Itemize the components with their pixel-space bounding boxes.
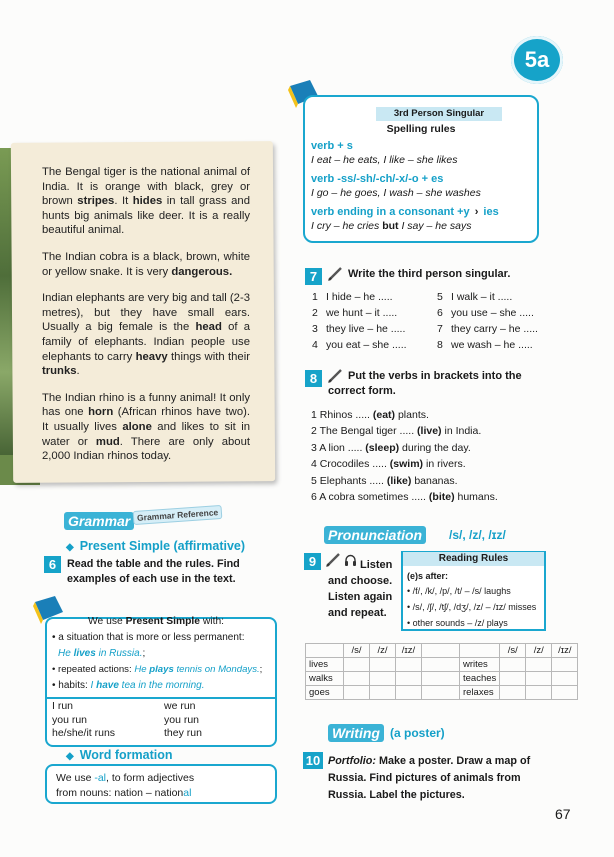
rule-3-example: I cry – he cries but I say – he says [311, 220, 472, 232]
exercise-8-item: 3 A lion ..... (sleep) during the day. [311, 441, 471, 454]
unit-badge: 5a [511, 36, 563, 84]
gram-use-1-example: He lives in Russia.; [58, 648, 146, 659]
reading-rule-2: • /s/, /ʃ/, /tʃ/, /dʒ/, /z/ – /ɪz/ misses [407, 602, 537, 612]
exercise-7-item: 3 they live – he ..... [312, 323, 406, 335]
reading-paragraph: Indian elephants are very big and tall (2-3 metres), but they have small ears. Usually a big female is the head of a family of elephants. Indian people use elephants to carry heavy things with their trunks. [42, 292, 250, 378]
headphones-icon [344, 554, 357, 567]
gram-use-3: • habits: I have tea in the morning. [52, 680, 205, 691]
exercise-10-text: Portfolio: Make a poster. Draw a map of Russia. Find pictures of animals from Russia. Label the pictures. [328, 755, 531, 801]
reading-paragraph: The Indian cobra is a black, brown, white or yellow snake. It is very dangerous. [42, 250, 250, 278]
gram-col-plural: we run you run they run [164, 700, 202, 739]
exercise-7-title: Write the third person singular. [348, 268, 511, 280]
sound-header: /s/ [344, 644, 370, 658]
exercise-7-item: 4 you eat – she ..... [312, 339, 407, 351]
rule-2-head: verb -ss/-sh/-ch/-x/-o + es [311, 173, 444, 185]
reading-rules-title: Reading Rules [403, 552, 544, 566]
table-word: walks [306, 672, 344, 686]
spelling-header: 3rd Person Singular [376, 107, 502, 121]
exercise-7-item: 7 they carry – he ..... [437, 323, 538, 335]
exercise-8-number: 8 [305, 370, 322, 387]
diamond-icon: ◆ [66, 751, 74, 762]
word-formation-heading: ◆ Word formation [66, 748, 173, 762]
exercise-7-item: 2 we hunt – it ..... [312, 307, 398, 319]
exercise-8-item: 6 A cobra sometimes ..... (bite) humans. [311, 491, 498, 503]
reading-rule-3: • other sounds – /z/ plays [407, 618, 508, 628]
exercise-10-number: 10 [303, 752, 323, 769]
sound-header: /z/ [370, 644, 396, 658]
table-word: lives [306, 658, 344, 672]
gram-col-singular: I run you run he/she/it runs [52, 700, 116, 739]
word-formation-text: We use -al, to form adjectives from nouns: nation – national [56, 772, 195, 799]
grammar-label: Grammar [64, 512, 134, 530]
sound-header: /ɪz/ [552, 644, 578, 658]
sound-header: /z/ [526, 644, 552, 658]
pencil-icon [327, 266, 343, 282]
writing-label: Writing [328, 724, 384, 742]
exercise-7-item: 8 we wash – he ..... [437, 339, 533, 351]
exercise-8-item: 1 Rhinos ..... (eat) plants. [311, 409, 429, 421]
exercise-7-item: 6 you use – she ..... [437, 307, 534, 319]
table-word: teaches [460, 672, 500, 686]
exercise-9-line-1: Listen [360, 559, 393, 571]
reading-rule-1: • /f/, /k/, /p/, /t/ – /s/ laughs [407, 586, 511, 596]
exercise-7-item: 5 I walk – it ..... [437, 291, 513, 303]
rule-1-example: I eat – he eats, I like – she likes [311, 154, 458, 166]
writing-subtitle: (a poster) [390, 726, 445, 740]
table-word: goes [306, 686, 344, 700]
rule-3-head: verb ending in a consonant +y › ies [311, 206, 499, 218]
spelling-subtitle: Spelling rules [386, 123, 456, 135]
grammar-reference-tag[interactable]: Grammar Reference [133, 505, 223, 525]
exercise-6-number: 6 [44, 556, 61, 573]
exercise-8-item: 5 Elephants ..... (like) bananas. [311, 474, 458, 487]
exercise-8-item: 2 The Bengal tiger ..... (live) in India. [311, 425, 482, 438]
rule-2-example: I go – he goes, I wash – she washes [311, 187, 481, 199]
exercise-7-number: 7 [305, 268, 322, 285]
arrow-icon: › [474, 206, 479, 218]
rule-1-head: verb + s [311, 140, 353, 152]
pencil-icon [325, 552, 341, 568]
pronunciation-label: Pronunciation [324, 526, 426, 544]
reading-paragraph: The Indian rhino is a funny animal! It only has one horn (African rhinos have two). It usually lives alone and likes to sit in water or mud. There are only about 2,000 Indian rhinos today. [42, 391, 250, 463]
gram-intro: We use Present Simple with: [88, 616, 225, 627]
sound-header: /s/ [500, 644, 526, 658]
gram-use-1: • a situation that is more or less permanent: [52, 632, 245, 643]
exercise-9-number: 9 [304, 553, 321, 570]
present-simple-heading: ◆ Present Simple (affirmative) [66, 539, 246, 553]
reading-rules-intro: (e)s after: [407, 571, 449, 581]
table-word: relaxes [460, 686, 500, 700]
exercise-8-title: Put the verbs in brackets into the correct form. [328, 370, 522, 397]
sound-sorting-table [305, 643, 578, 700]
exercise-6-title: Read the table and the rules. Find examples of each use in the text. [67, 558, 240, 585]
pencil-icon [327, 368, 343, 384]
pronunciation-sounds: /s/, /z/, /ɪz/ [449, 528, 506, 542]
exercise-7-item: 1 I hide – he ..... [312, 291, 393, 303]
page-number: 67 [555, 806, 571, 822]
gram-divider [47, 697, 275, 699]
reading-paragraph: The Bengal tiger is the national animal of India. It is orange with black, grey or brown stripes. It hides in tall grass and hunts big animals like deer. It is a really beautiful animal. [42, 166, 250, 237]
table-word: writes [460, 658, 500, 672]
exercise-8-item: 4 Crocodiles ..... (swim) in rivers. [311, 458, 466, 471]
exercise-9-lines: and choose. Listen again and repeat. [328, 575, 393, 619]
gram-use-2: • repeated actions: He plays tennis on Mondays.; [52, 664, 263, 675]
sound-header: /ɪz/ [396, 644, 422, 658]
diamond-icon: ◆ [66, 542, 74, 553]
reading-text [42, 165, 250, 476]
